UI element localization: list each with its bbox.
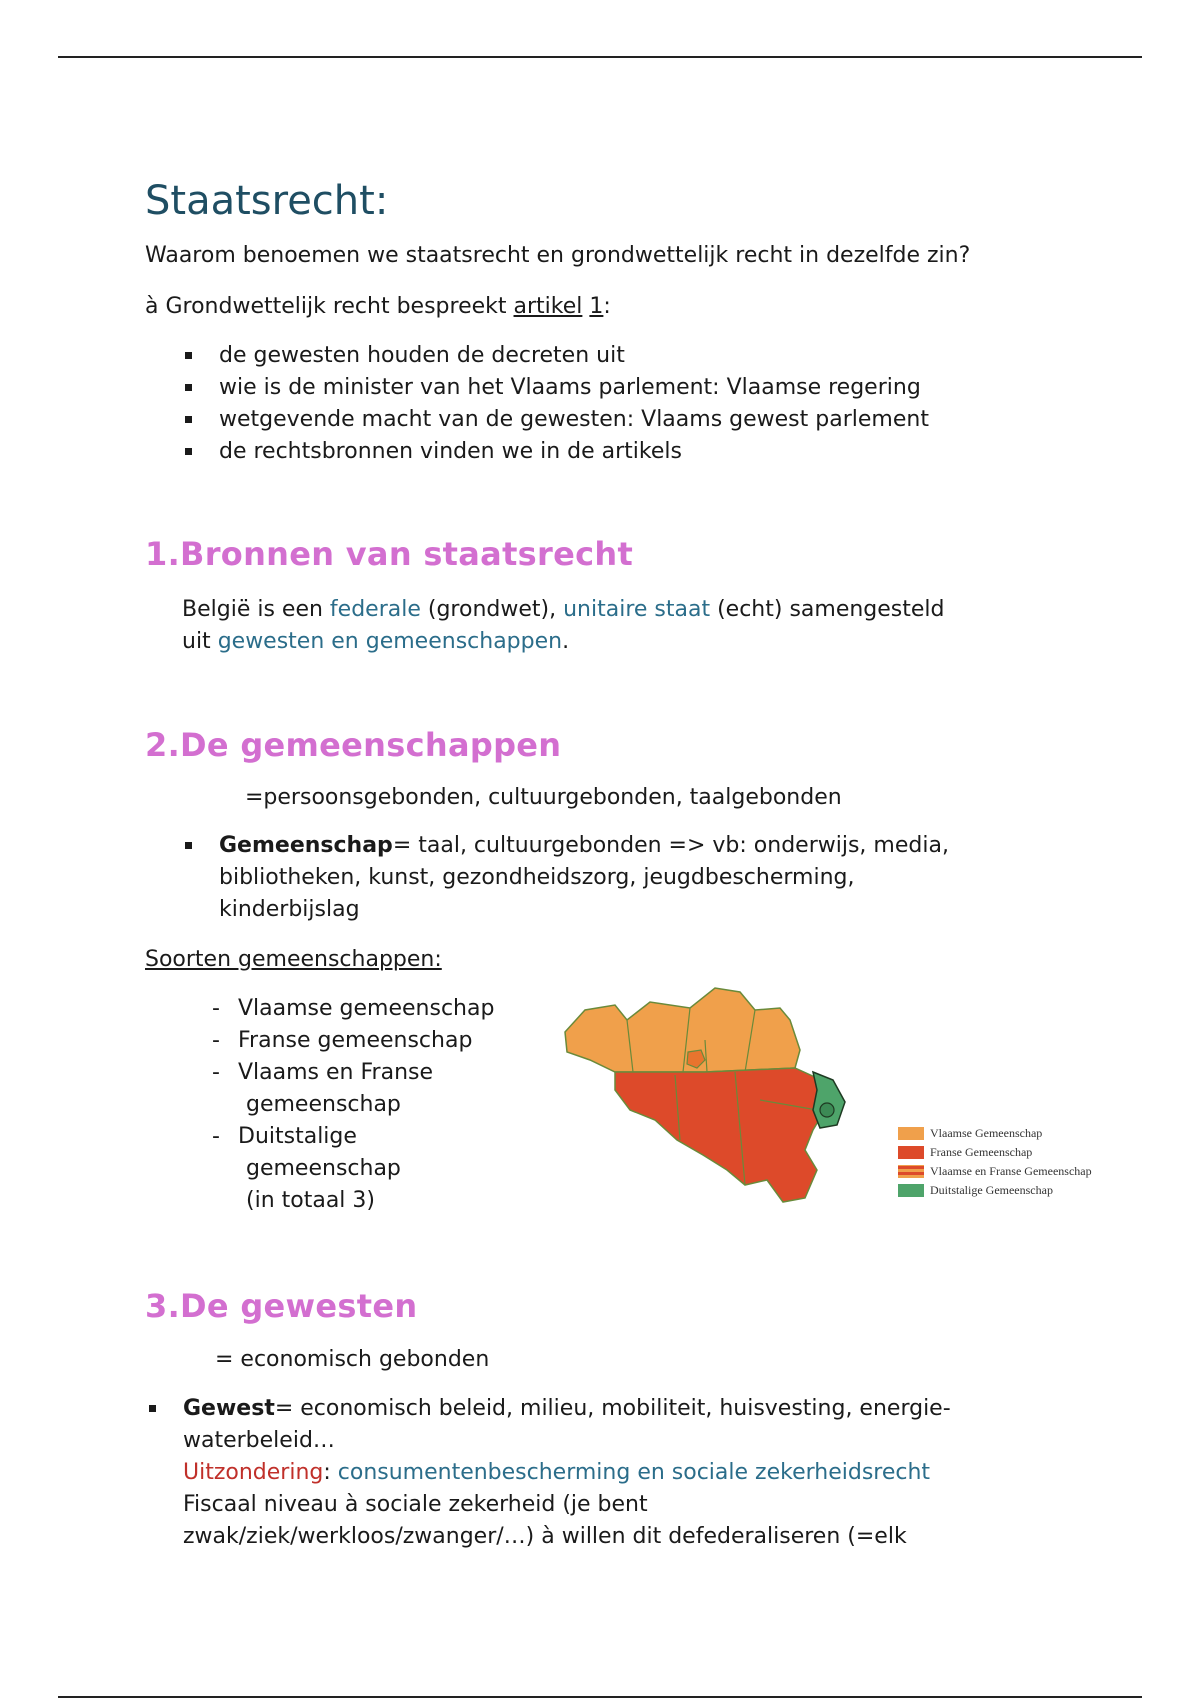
list-item: de gewesten houden de decreten uit: [183, 340, 1083, 372]
footer-rule: [58, 1696, 1142, 1698]
list-item: wie is de minister van het Vlaams parlement: Vlaamse regering: [183, 372, 1083, 404]
swatch-flemish: [898, 1127, 924, 1140]
section3-heading: 3.De gewesten: [145, 1287, 418, 1325]
belgium-communities-map: [555, 980, 865, 1210]
list-item: wetgevende macht van de gewesten: Vlaams gewest parlement: [183, 404, 1083, 436]
soorten-title: Soorten gemeenschappen:: [145, 947, 442, 972]
intro-answer: à Grondwettelijk recht bespreekt artikel 1:: [145, 294, 611, 319]
swatch-french: [898, 1146, 924, 1159]
header-rule: [58, 56, 1142, 58]
list-item: - Vlaamse gemeenschap: [210, 993, 550, 1025]
map-region-walloon: [615, 1068, 825, 1202]
legend-item: Vlaamse Gemeenschap: [898, 1124, 1092, 1143]
section3-definition: = economisch gebonden: [215, 1347, 490, 1372]
section2-bullet-list: [183, 830, 1083, 926]
list-item: - Vlaams en Franse gemeenschap: [210, 1057, 550, 1121]
page-title: Staatsrecht:: [145, 178, 389, 224]
section3-bullet-list: [147, 1393, 1087, 1553]
list-item: - Franse gemeenschap: [210, 1025, 550, 1057]
section2-heading: 2.De gemeenschappen: [145, 726, 562, 764]
legend-item: Duitstalige Gemeenschap: [898, 1181, 1092, 1200]
map-region-german: [813, 1072, 845, 1128]
swatch-german: [898, 1184, 924, 1197]
artikel-link: artikel: [513, 294, 583, 319]
map-legend: [898, 1124, 1092, 1200]
soorten-list: [210, 993, 550, 1217]
section2-definition: =persoonsgebonden, cultuurgebonden, taalgebonden: [245, 785, 842, 810]
intro-bullet-list: [183, 340, 1083, 468]
list-item: Gemeenschap= taal, cultuurgebonden => vb: onderwijs, media, bibliotheken, kunst, gezondheidszorg, jeugdbescherming, kinderbijslag: [183, 830, 1083, 926]
intro-question: Waarom benoemen we staatsrecht en grondwettelijk recht in dezelfde zin?: [145, 243, 971, 268]
swatch-flemish-french: [898, 1165, 924, 1178]
list-item: - Duitstalige gemeenschap (in totaal 3): [210, 1121, 550, 1217]
section1-heading: 1.Bronnen van staatsrecht: [145, 535, 634, 573]
legend-item: Vlaamse en Franse Gemeenschap: [898, 1162, 1092, 1181]
section1-body: België is een federale (grondwet), unitaire staat (echt) samengesteld uit gewesten en gemeenschappen.: [182, 597, 945, 654]
legend-item: Franse Gemeenschap: [898, 1143, 1092, 1162]
map-region-flemish: [565, 988, 800, 1072]
list-item: Gewest= economisch beleid, milieu, mobiliteit, huisvesting, energie- waterbeleid… Uitzondering: consumentenbescherming en sociale zekerheidsrecht Fiscaal niveau à sociale zekerheid (je bent zwak/ziek/werkloos/zwanger/…) à willen dit defederaliseren (=elk: [147, 1393, 1087, 1553]
list-item: de rechtsbronnen vinden we in de artikels: [183, 436, 1083, 468]
